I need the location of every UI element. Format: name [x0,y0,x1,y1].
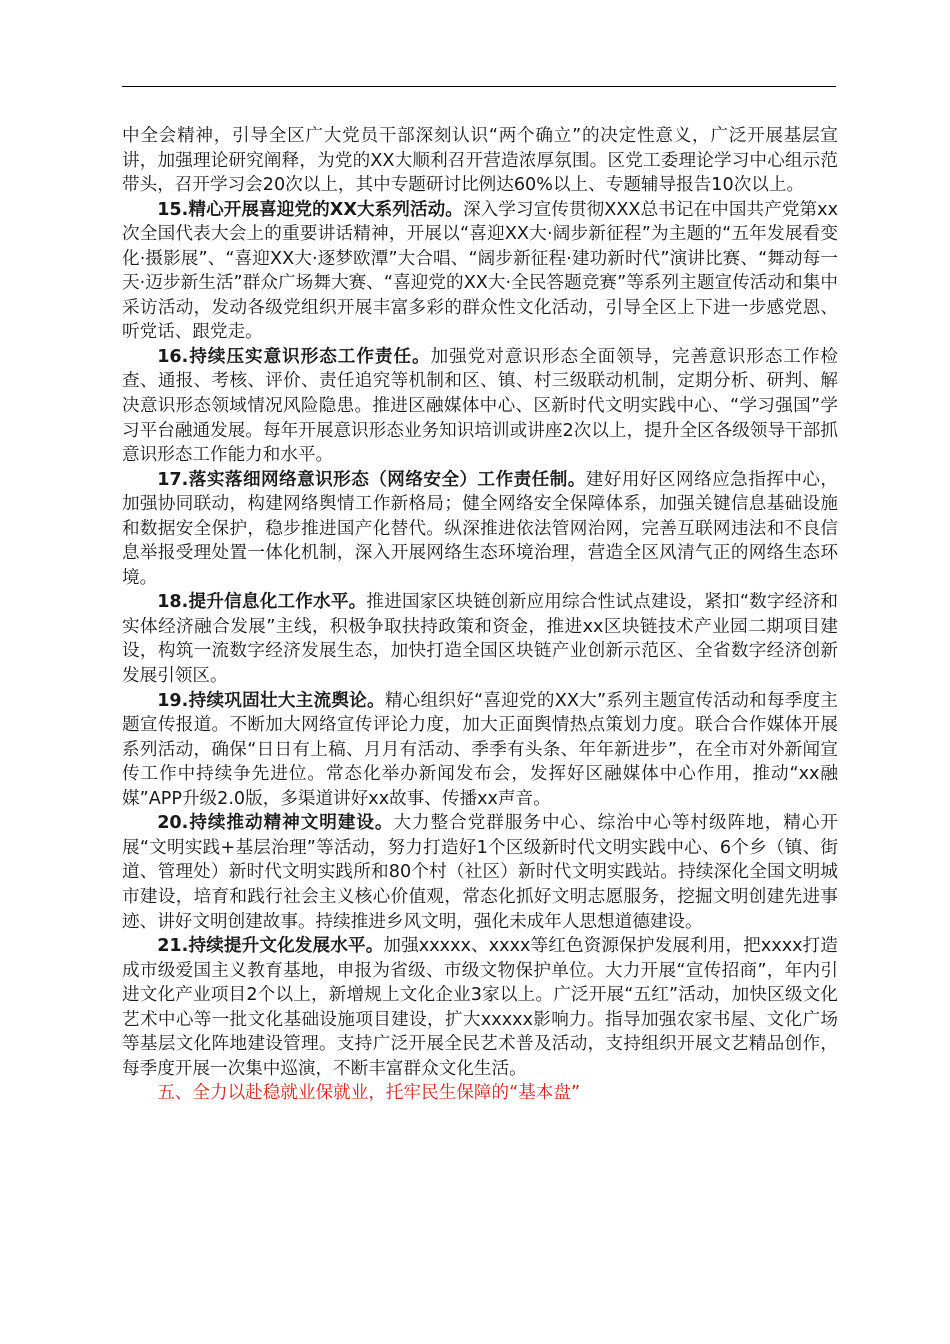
paragraph-15-number: 15. [157,199,189,220]
paragraph-15-body: 深入学习宣传贯彻XXX总书记在中国共产党第xx次全国代表大会上的重要讲话精神，开展以“喜迎XX大·阔步新征程”为主题的“五年发展看变化·摄影展”、“喜迎XX大·逐梦欧潭”大合唱、“阔步新征程·建功新时代”演讲比赛、“舞动每一天·迈步新生活”群众广场舞大赛、“喜迎党的XX大·全民答题竞赛”等系列主题宣传活动和集中采访活动，发动各级党组织开展丰富多彩的群众性文化活动，引导全区上下进一步感党恩、听党话、跟党走。 [122,199,838,343]
paragraph-21-number: 21. [157,936,189,957]
paragraph-17-number: 17. [157,469,189,490]
paragraph-16-number: 16. [157,346,189,367]
paragraph-19-lead: 持续巩固壮大主流舆论。 [188,690,385,711]
document-body [122,124,838,1106]
section-heading: 五、全力以赴稳就业保就业，托牢民生保障的“基本盘” [157,1083,581,1104]
header-rule [122,86,836,87]
paragraph-15 [122,198,838,345]
paragraph-18-body: 推进国家区块链创新应用综合性试点建设，紧扣“数字经济和实体经济融合发展”主线，积极争取扶持政策和资金，推进xx区块链技术产业园二期项目建设，构筑一流数字经济发展生态，加快打造全国区块链产业创新示范区、全省数字经济创新发展引领区。 [122,592,838,687]
paragraph-18-number: 18. [157,592,189,613]
paragraph-21 [122,934,838,1081]
paragraph-20-lead: 持续推动精神文明建设。 [188,813,394,834]
paragraph-19-body: 精心组织好“喜迎党的XX大”系列主题宣传活动和每季度主题宣传报道。不断加大网络宣传评论力度，加大正面舆情热点策划力度。联合合作媒体开展系列活动，确保“日日有上稿、月月有活动、季季有头条、年年新进步”，在全市对外新闻宣传工作中持续争先进位。常态化举办新闻发布会，发挥好区融媒体中心作用，推动“xx融媒”APP升级2.0版，多渠道讲好xx故事、传播xx声音。 [122,690,838,809]
paragraph-17-lead: 落实落细网络意识形态（网络安全）工作责任制。 [188,469,586,490]
paragraph-17-body: 建好用好区网络应急指挥中心，加强协同联动，构建网络舆情工作新格局；健全网络安全保障体系，加强关键信息基础设施和数据安全保护，稳步推进国产化替代。纵深推进依法管网治网，完善互联网违法和不良信息举报受理处置一体化机制，深入开展网络生态环境治理，营造全区风清气正的网络生态环境。 [122,469,838,588]
paragraph-18-lead: 提升信息化工作水平。 [188,592,367,613]
paragraph-16 [122,345,838,468]
paragraph-19-number: 19. [157,690,189,711]
paragraph-18 [122,590,838,688]
paragraph-19 [122,689,838,812]
paragraph-17 [122,468,838,591]
paragraph-15-lead: 精心开展喜迎党的XX大系列活动。 [188,199,463,220]
paragraph-20-body: 大力整合党群服务中心、综治中心等村级阵地，精心开展“文明实践+基层治理”等活动，努力打造好1个区级新时代文明实践中心、6个乡（镇、街道、管理处）新时代文明实践所和80个村（社区）新时代文明实践站。持续深化全国文明城市建设，培育和践行社会主义核心价值观，常态化抓好文明志愿服务，挖掘文明创建先进事迹、讲好文明创建故事。持续推进乡风文明，强化未成年人思想道德建设。 [122,813,838,932]
paragraph-21-lead: 持续提升文化发展水平。 [188,936,384,957]
paragraph-20 [122,811,838,934]
paragraph-16-body: 加强党对意识形态全面领导，完善意识形态工作检查、通报、考核、评价、责任追究等机制和区、镇、村三级联动机制，定期分析、研判、解决意识形态领域情况风险隐患。推进区融媒体中心、区新时代文明实践中心、“学习强国”学习平台融通发展。每年开展意识形态业务知识培训或讲座2次以上，提升全区各级领导干部抓意识形态工作能力和水平。 [122,346,838,466]
paragraph-16-lead: 持续压实意识形态工作责任。 [188,346,431,367]
paragraph-20-number: 20. [157,813,189,834]
paragraph-continuation: 中全会精神，引导全区广大党员干部深刻认识“两个确立”的决定性意义，广泛开展基层宣讲，加强理论研究阐释，为党的XX大顺利召开营造浓厚氛围。区党工委理论学习中心组示范带头，召开学习会20次以上，其中专题研讨比例达60%以上、专题辅导报告10次以上。 [122,126,838,196]
paragraph-21-body: 加强xxxxx、xxxx等红色资源保护发展利用，把xxxx打造成市级爱国主义教育基地，申报为省级、市级文物保护单位。大力开展“宣传招商”，年内引进文化产业项目2个以上，新增规上文化企业3家以上。广泛开展“五红”活动，加快区级文化艺术中心等一批文化基础设施项目建设，扩大xxxxx影响力。指导加强农家书屋、文化广场等基层文化阵地建设管理。支持广泛开展全民艺术普及活动，支持组织开展文艺精品创作，每季度开展一次集中巡演，不断丰富群众文化生活。 [122,936,838,1079]
